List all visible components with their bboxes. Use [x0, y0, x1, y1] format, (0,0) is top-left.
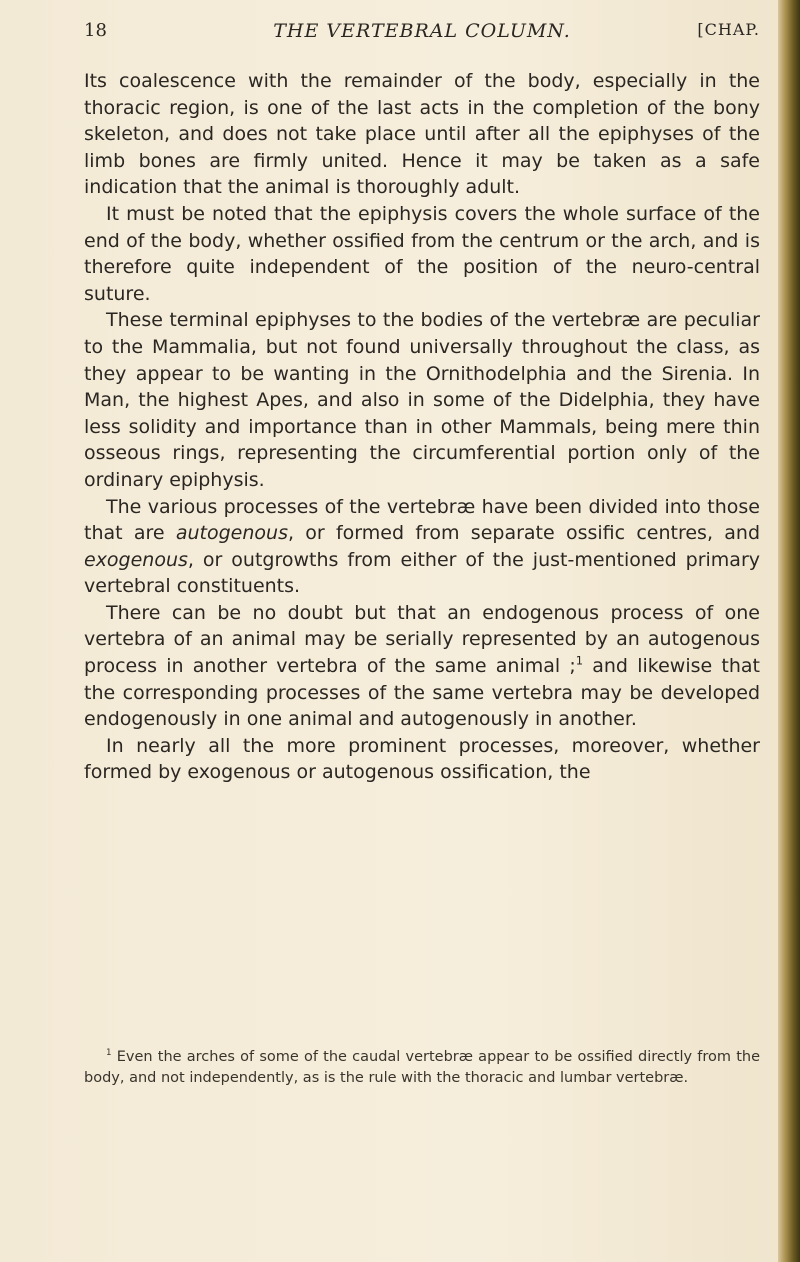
paragraph: These terminal epiphyses to the bodies of the vertebræ are peculiar to the Mammalia, but not found universally throughout the class, as they appear to be wanting in the Ornithodelphia and the Sirenia. In Man, the highest Apes, and also in some of the Didelphia, they have less solidity and importance than in other Mammals, being mere thin osseous rings, representing the circumferential portion only of the ordinary epiphysis. — [84, 309, 760, 491]
paragraph-text: There can be no doubt but that an endogenous process of one vertebra of an animal may be serially represented by an autogenous process in another vertebra of the same animal ; — [84, 601, 760, 678]
footnote — [84, 1047, 760, 1089]
paragraph-text: , or formed from separate ossific centres, and — [287, 522, 761, 545]
chapter-label: [CHAP. — [697, 20, 760, 39]
body-text — [84, 68, 760, 786]
footnote-ref: 1 — [575, 653, 584, 668]
page-number: 18 — [84, 20, 107, 41]
page-header — [84, 20, 760, 50]
paragraph: Its coalescence with the remainder of the body, especially in the thoracic region, is one of the last acts in the completion of the bony skeleton, and does not take place until after all the epiphyses of the limb bones are firmly united. Hence it may be taken as a safe indication that the animal is thoroughly adult. — [84, 70, 760, 199]
paragraph: In nearly all the more prominent processes, moreover, whether formed by exogenous or autogenous ossification, the — [84, 734, 760, 784]
paragraph-text: The various processes of the vertebræ have been divided into those that are — [84, 495, 760, 545]
page-edge — [778, 0, 800, 1262]
paragraph — [84, 600, 760, 733]
paragraph-text: and likewise that the corresponding processes of the same vertebra may be developed endogenously in one animal and autogenously in another. — [84, 655, 760, 731]
paragraph: It must be noted that the epiphysis covers the whole surface of the end of the body, whether ossified from the centrum or the arch, and is therefore quite independent of the position of the neuro-central suture. — [84, 202, 760, 305]
footnotes — [84, 1047, 760, 1089]
italic-term: autogenous — [175, 522, 288, 545]
footnote-text: Even the arches of some of the caudal vertebræ appear to be ossified directly from the body, and not independently, as is the rule with the thoracic and lumbar vertebræ. — [84, 1049, 760, 1086]
footnote-marker: 1 — [106, 1048, 112, 1059]
running-title: THE VERTEBRAL COLUMN. — [273, 20, 571, 42]
italic-term: exogenous — [84, 548, 188, 571]
paragraph-text: , or outgrowths from either of the just-mentioned primary vertebral constituents. — [84, 548, 760, 598]
paragraph — [84, 494, 760, 600]
